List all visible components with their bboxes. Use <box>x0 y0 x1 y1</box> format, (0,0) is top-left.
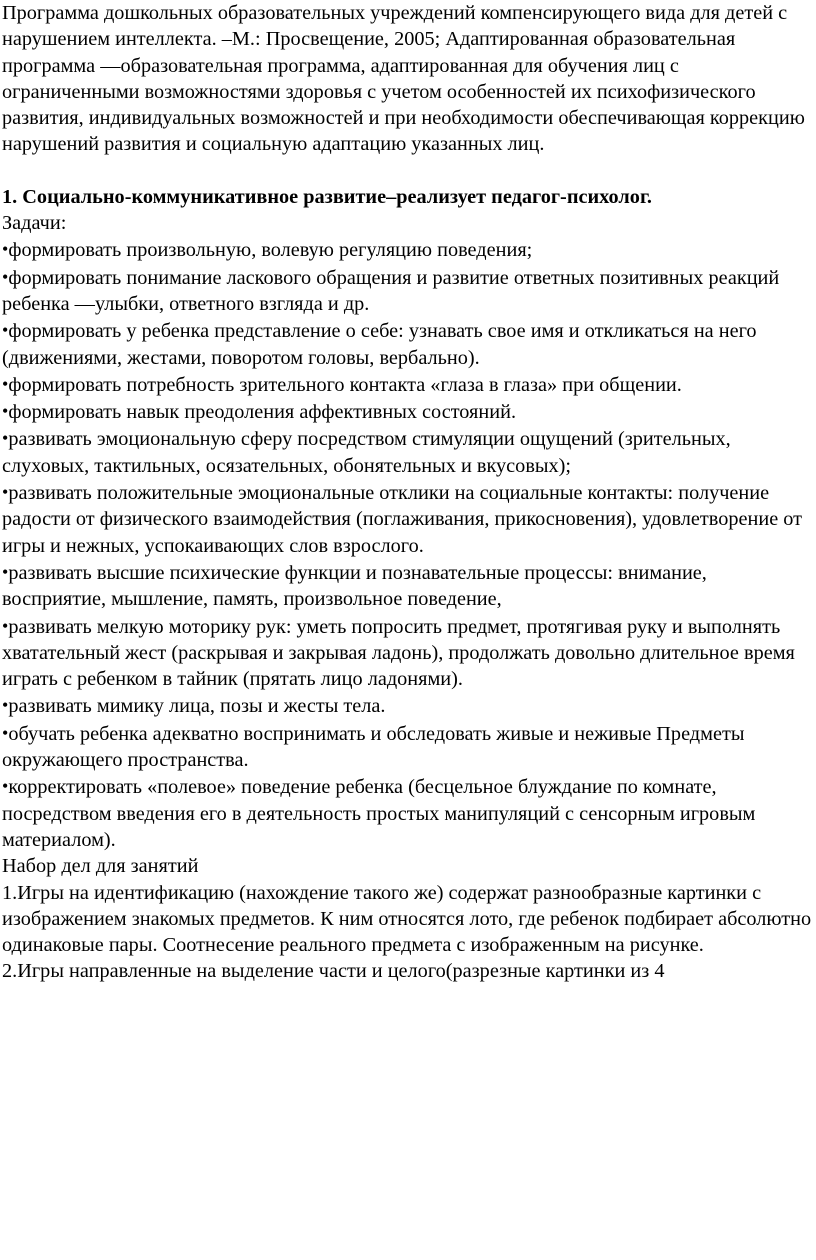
task-text: формировать навык преодоления аффективных состояний. <box>8 401 517 424</box>
bullet-icon: • <box>2 722 9 743</box>
task-item <box>2 692 814 719</box>
paragraph-gap <box>2 158 814 184</box>
materials-item-1: 1.Игры на идентификацию (нахождение такого же) содержат разнообразные картинки с изображением знакомых предметов. К ним относятся лото, где ребенок подбирает абсолютно одинаковые пары. Соотнесение реального предмета с изображенным на рисунке. <box>2 881 812 957</box>
bullet-icon: • <box>2 320 9 341</box>
task-item <box>2 773 814 853</box>
intro-paragraph: Программа дошкольных образовательных учреждений компенсирующего вида для детей с нарушением интеллекта. –М.: Просвещение, 2005; Адаптированная образовательная программа ―образовательная программа, адаптированная для обучения лиц с ограниченными возможностями здоровья с учетом особенностей их психофизического развития, индивидуальных возможностей и при необходимости обеспечивающая коррекцию нарушений развития и социальную адаптацию указанных лиц. <box>2 2 805 156</box>
task-item <box>2 371 814 398</box>
task-text: развивать мелкую моторику рук: уметь попросить предмет, протягивая руку и выполнять хватательный жест (раскрывая и закрывая ладонь), продолжать довольно длительное время играть с ребенком в тайник (прятать лицо ладонями). <box>2 615 795 691</box>
bullet-icon: • <box>2 428 9 449</box>
materials-label: Набор дел для занятий <box>2 855 199 878</box>
task-text: формировать произвольную, волевую регуляцию поведения; <box>8 239 533 262</box>
bullet-icon: • <box>2 776 9 797</box>
task-text: обучать ребенка адекватно воспринимать и обследовать живые и неживые Предметы окружающего пространства. <box>2 722 745 772</box>
task-text: формировать потребность зрительного контакта «глаза в глаза» при общении. <box>8 373 682 396</box>
section-heading: 1. Социально-коммуникативное развитие–реализует педагог-психолог. <box>2 185 652 208</box>
task-list <box>2 236 814 853</box>
task-item <box>2 425 814 479</box>
task-item <box>2 720 814 774</box>
task-text: развивать мимику лица, позы и жесты тела. <box>8 695 386 718</box>
task-text: развивать эмоциональную сферу посредством стимуляции ощущений (зрительных, слуховых, тактильных, осязательных, обонятельных и вкусовых); <box>2 428 731 477</box>
task-item <box>2 559 814 613</box>
materials-item-2: 2.Игры направленные на выделение части и целого(разрезные картинки из 4 <box>2 960 665 983</box>
bullet-icon: • <box>2 695 9 716</box>
bullet-icon: • <box>2 266 9 287</box>
bullet-icon: • <box>2 482 9 503</box>
task-item <box>2 398 814 425</box>
document-page <box>2 0 814 985</box>
task-text: формировать понимание ласкового обращения и развитие ответных позитивных реакций ребенка ―улыбки, ответного взгляда и др. <box>2 266 780 315</box>
bullet-icon: • <box>2 239 9 260</box>
task-text: развивать высшие психические функции и познавательные процессы: внимание, восприятие, мышление, память, произвольное поведение, <box>2 561 707 611</box>
task-item <box>2 479 814 559</box>
task-item <box>2 264 814 318</box>
task-text: развивать положительные эмоциональные отклики на социальные контакты: получение радости от физического взаимодействия (поглаживания, прикосновения), удовлетворение от игры и нежных, успокаивающих слов взрослого. <box>2 482 803 557</box>
task-item <box>2 317 814 371</box>
bullet-icon: • <box>2 615 9 636</box>
bullet-icon: • <box>2 561 9 582</box>
task-text: формировать у ребенка представление о себе: узнавать свое имя и откликаться на него (движениями, жестами, поворотом головы, вербально). <box>2 320 757 369</box>
task-text: корректировать «полевое» поведение ребенка (бесцельное блуждание по комнате, посредством введения его в деятельность простых манипуляций с сенсорным игровым материалом). <box>2 776 756 851</box>
bullet-icon: • <box>2 373 9 394</box>
task-item <box>2 613 814 693</box>
bullet-icon: • <box>2 401 9 422</box>
task-item <box>2 236 814 263</box>
tasks-label: Задачи: <box>2 212 67 235</box>
